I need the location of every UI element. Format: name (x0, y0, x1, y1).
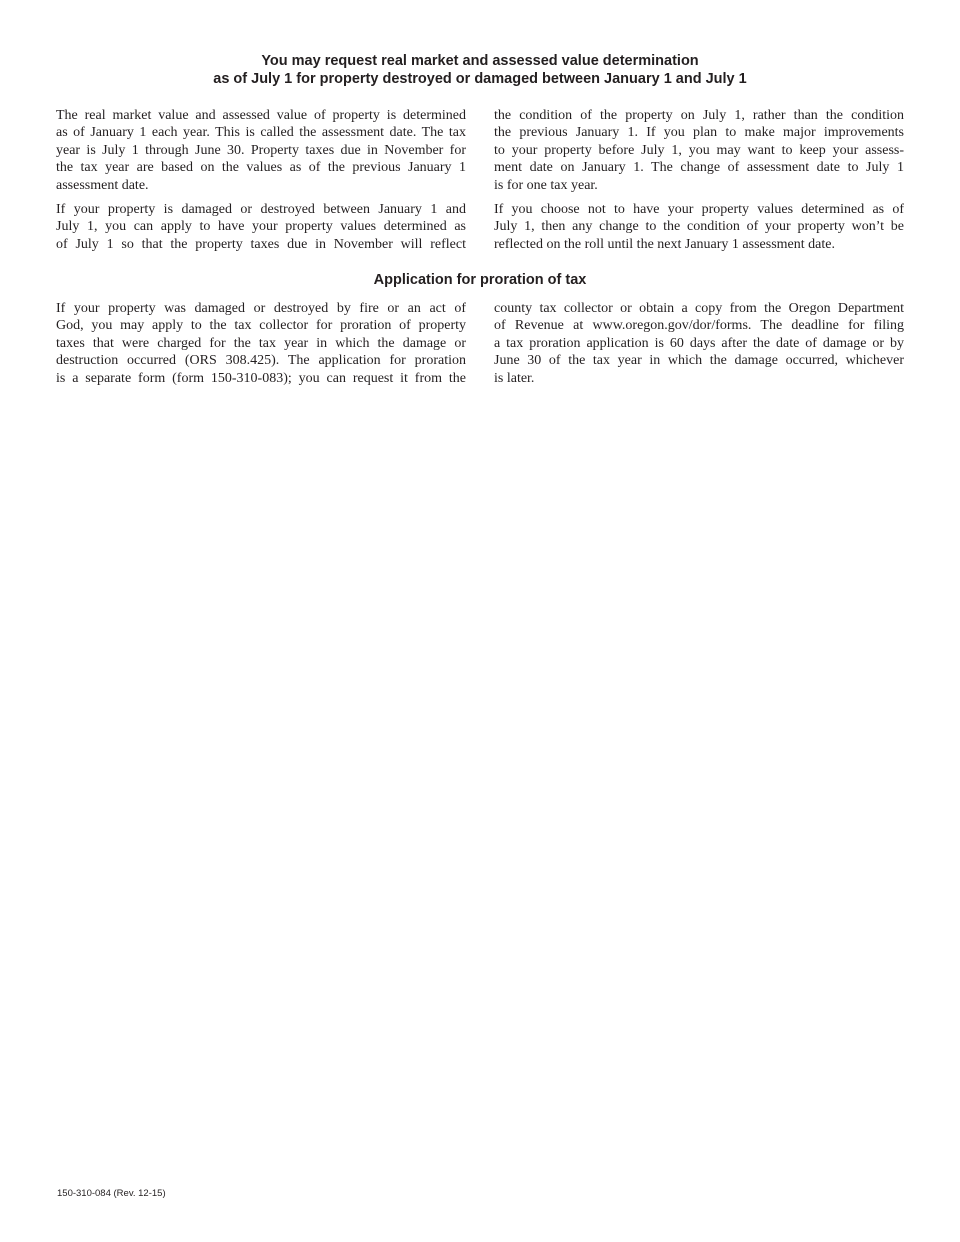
text-line: reflected on the roll until the next January 1 assessment date. (494, 236, 835, 252)
text-line: the condition of the property on July 1, rather than the condition (494, 108, 904, 123)
section1-right-column (494, 107, 904, 260)
text-line: the previous January 1. If you plan to make major improvements (494, 125, 904, 141)
form-number-footer: 150-310-084 (Rev. 12-15) (57, 1188, 166, 1199)
text-line: year is July 1 through June 30. Property taxes due in November for (56, 142, 466, 158)
section2-left-column (56, 300, 466, 387)
text-line: The real market value and assessed value of property is determined (56, 108, 466, 123)
text-line: is for one tax year. (494, 177, 598, 193)
text-line: June 30 of the tax year in which the damage occurred, whichever (494, 353, 904, 369)
paragraph (494, 201, 904, 253)
section2-right-column (494, 300, 904, 387)
text-line: a tax proration application is 60 days after the date of damage or by (494, 335, 904, 351)
text-line: If you choose not to have your property values determined as of (494, 202, 904, 218)
text-line: If your property was damaged or destroyed by fire or an act of (56, 301, 466, 316)
paragraph (56, 201, 466, 253)
text-line: the tax year are based on the values as of the previous January 1 (56, 160, 466, 176)
paragraph (494, 107, 904, 194)
text-line: as of January 1 each year. This is called the assessment date. The tax (56, 125, 466, 141)
title-line-1: You may request real market and assessed value determination (261, 53, 699, 69)
text-line: July 1, you can apply to have your property values determined as (56, 219, 466, 235)
text-line: God, you may apply to the tax collector for proration of property (56, 318, 466, 334)
document-title (0, 52, 960, 88)
text-line: If your property is damaged or destroyed between January 1 and (56, 202, 466, 218)
text-line: ment date on January 1. The change of assessment date to July 1 (494, 160, 904, 176)
text-line: to your property before July 1, you may want to keep your assess- (494, 142, 904, 158)
section-heading: Application for proration of tax (373, 272, 587, 288)
text-line: of Revenue at www.oregon.gov/dor/forms. The deadline for filing (494, 318, 904, 334)
text-line: of July 1 so that the property taxes due in November will reflect (56, 236, 466, 252)
text-line: assessment date. (56, 177, 149, 193)
text-line: county tax collector or obtain a copy from the Oregon Department (494, 301, 904, 316)
text-line: July 1, then any change to the condition of your property won’t be (494, 219, 904, 235)
paragraph (56, 107, 466, 194)
title-line-2: as of July 1 for property destroyed or damaged between January 1 and July 1 (213, 71, 747, 87)
text-line: destruction occurred (ORS 308.425). The application for proration (56, 353, 466, 369)
text-line: is later. (494, 370, 535, 386)
text-line: taxes that were charged for the tax year in which the damage or (56, 335, 466, 351)
text-line: is a separate form (form 150-310-083); you can request it from the (56, 370, 466, 386)
section1-left-column (56, 107, 466, 260)
